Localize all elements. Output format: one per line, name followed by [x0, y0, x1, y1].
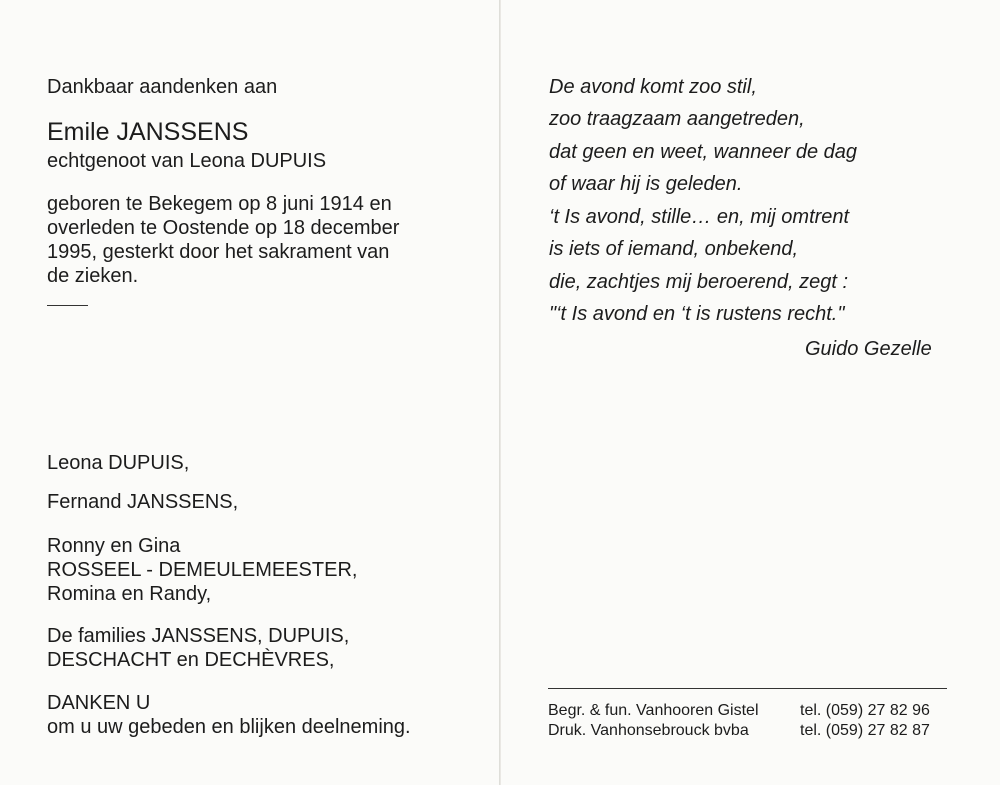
poem-line: dat geen en weet, wanneer de dag — [549, 141, 858, 163]
deceased-name: Emile JANSSENS — [47, 118, 249, 146]
spouse-text: echtgenoot van Leona DUPUIS — [47, 150, 327, 172]
family-line: Romina en Randy, — [47, 583, 212, 605]
poem-line: zoo traagzaam aangetreden, — [549, 108, 805, 130]
poem-line: De avond komt zoo stil, — [549, 76, 757, 98]
poem-line: of waar hij is geleden. — [549, 173, 743, 195]
family-line: Fernand JANSSENS, — [47, 491, 239, 513]
family-line: Ronny en Gina — [47, 535, 181, 557]
family-line: DESCHACHT en DECHÈVRES, — [47, 649, 335, 671]
credit-name: Druk. Vanhonsebrouck bvba — [548, 722, 749, 739]
bio-line: de zieken. — [47, 265, 139, 287]
thanks-line: om u uw gebeden en blijken deelneming. — [47, 716, 411, 738]
poem-line: die, zachtjes mij beroerend, zegt : — [549, 271, 849, 293]
bio-line: 1995, gesterkt door het sakrament van — [47, 241, 390, 263]
credit-tel: tel. (059) 27 82 96 — [800, 702, 930, 719]
separator-dash — [47, 305, 88, 306]
thanks-heading: DANKEN U — [47, 692, 151, 714]
footer-rule — [548, 688, 947, 689]
poem-line: "‘t Is avond en ‘t is rustens recht." — [549, 303, 845, 325]
family-line: Leona DUPUIS, — [47, 452, 190, 474]
intro-text: Dankbaar aandenken aan — [47, 76, 278, 98]
bio-line: overleden te Oostende op 18 december — [47, 217, 400, 239]
poem-line: is iets of iemand, onbekend, — [549, 238, 799, 260]
left-panel — [0, 0, 499, 785]
bio-line: geboren te Bekegem op 8 juni 1914 en — [47, 193, 392, 215]
credit-name: Begr. & fun. Vanhooren Gistel — [548, 702, 759, 719]
family-line: De families JANSSENS, DUPUIS, — [47, 625, 350, 647]
family-line: ROSSEEL - DEMEULEMEESTER, — [47, 559, 358, 581]
poem-line: ‘t Is avond, stille… en, mij omtrent — [549, 206, 850, 228]
credit-tel: tel. (059) 27 82 87 — [800, 722, 930, 739]
poem-author: Guido Gezelle — [805, 338, 932, 360]
right-panel — [501, 0, 1000, 785]
